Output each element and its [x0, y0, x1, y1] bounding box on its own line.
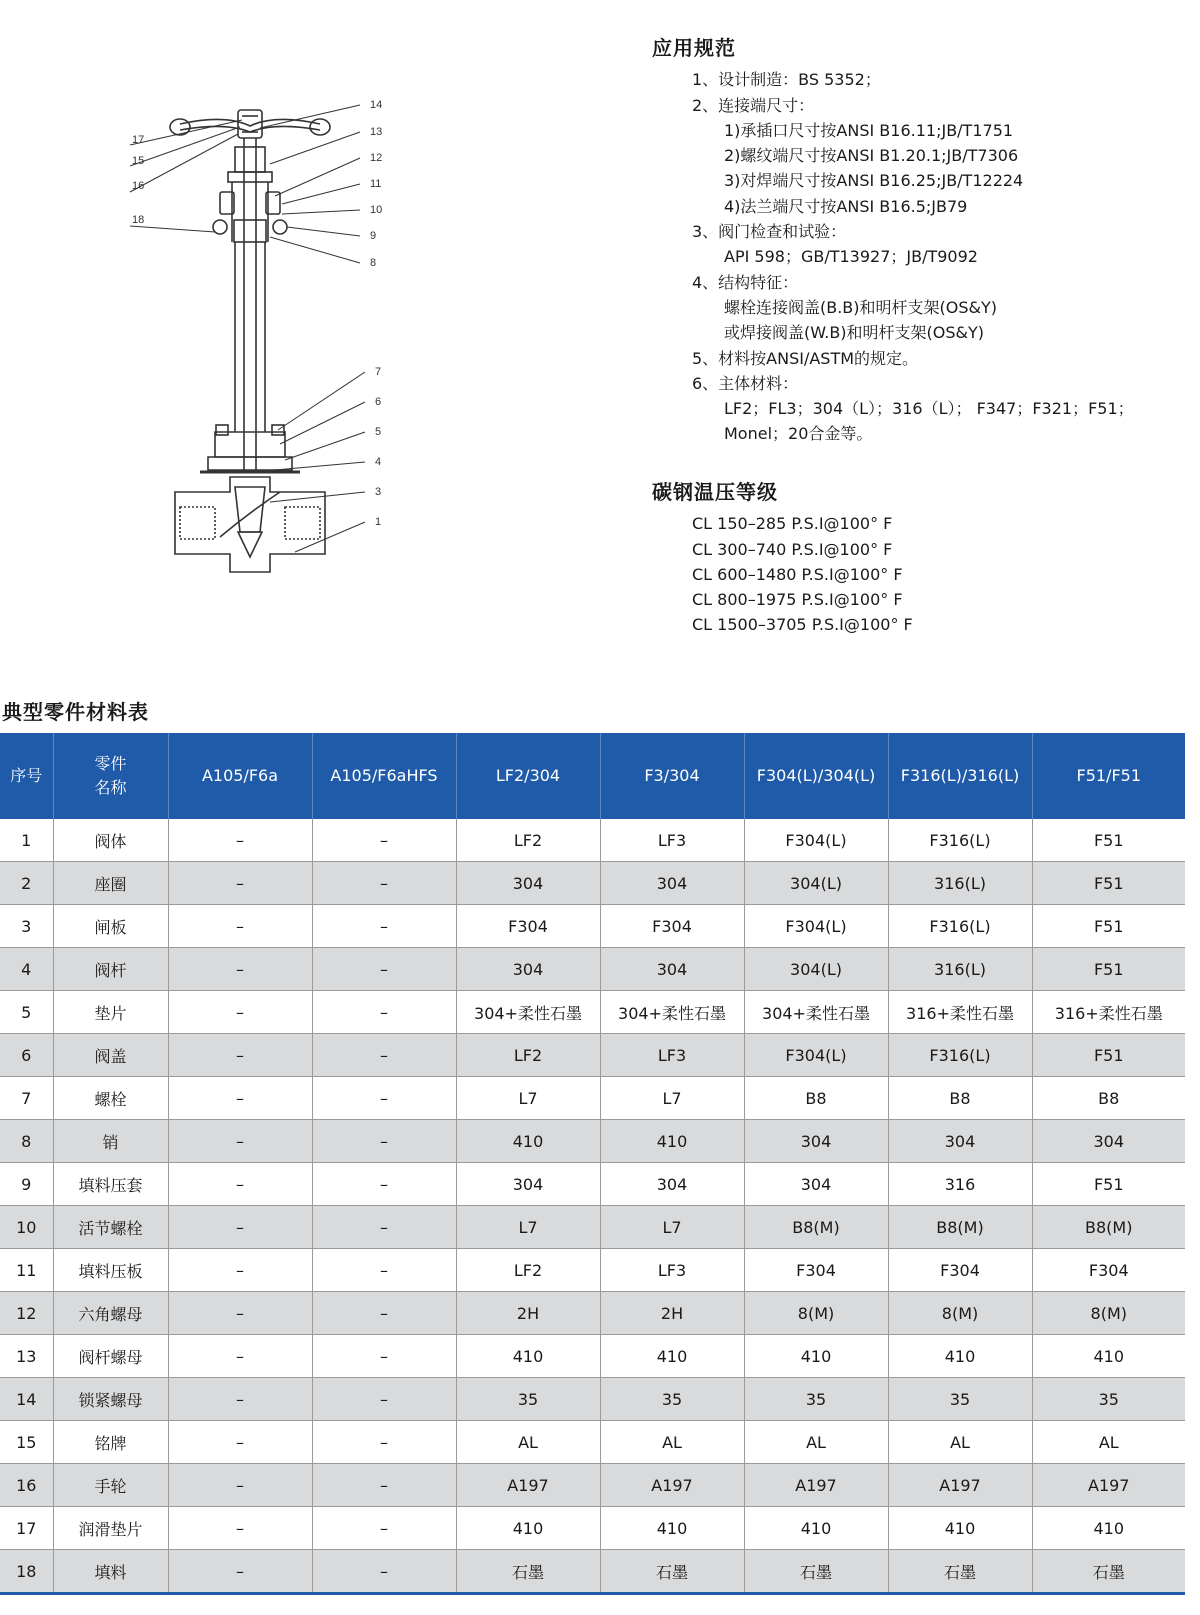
table-cell: – [168, 1120, 312, 1163]
table-cell: – [312, 948, 456, 991]
table-cell: 304 [744, 1120, 888, 1163]
pressure-rating [652, 480, 1192, 638]
table-cell: 410 [600, 1335, 744, 1378]
table-cell: 304 [600, 948, 744, 991]
table-cell: B8(M) [888, 1206, 1032, 1249]
table-row [0, 1507, 1185, 1550]
table-cell: – [312, 1034, 456, 1077]
table-cell: 16 [0, 1464, 53, 1507]
table-cell: B8 [744, 1077, 888, 1120]
spec-item-2-sub-1: 1)承插口尺寸按ANSI B16.11;JB/T1751 [724, 120, 1014, 140]
table-cell: A197 [888, 1464, 1032, 1507]
table-cell: LF2 [456, 1034, 600, 1077]
table-cell: 316+柔性石墨 [888, 991, 1032, 1034]
table-cell: 13 [0, 1335, 53, 1378]
table-cell: A197 [744, 1464, 888, 1507]
table-cell: – [168, 1077, 312, 1120]
callout-13: 13 [370, 126, 383, 138]
table-cell: 316(L) [888, 948, 1032, 991]
table-cell: 垫片 [53, 991, 168, 1034]
callout-4: 4 [375, 456, 382, 468]
callout-1: 1 [375, 516, 382, 528]
table-cell: 35 [888, 1378, 1032, 1421]
table-cell: 填料压套 [53, 1163, 168, 1206]
table-cell: 35 [1032, 1378, 1185, 1421]
table-row [0, 1206, 1185, 1249]
table-cell: – [312, 862, 456, 905]
column-header: A105/F6a [168, 733, 312, 819]
table-row [0, 1163, 1185, 1206]
table-cell: 15 [0, 1421, 53, 1464]
callout-5: 5 [375, 426, 382, 438]
table-cell: 填料压板 [53, 1249, 168, 1292]
table-cell: – [312, 1335, 456, 1378]
yoke-drawing [213, 182, 287, 242]
column-header: A105/F6aHFS [312, 733, 456, 819]
column-header: 序号 [0, 733, 53, 819]
table-cell: F316(L) [888, 905, 1032, 948]
table-cell: F51 [1032, 819, 1185, 862]
callout-16: 16 [132, 180, 145, 192]
table-cell: – [168, 819, 312, 862]
table-cell: – [312, 1421, 456, 1464]
table-cell: – [312, 1378, 456, 1421]
table-cell: 410 [1032, 1507, 1185, 1550]
table-cell: – [168, 948, 312, 991]
spec-item-1: 1、设计制造：BS 5352； [692, 70, 881, 90]
spec-item-3-sub-1: API 598；GB/T13927；JB/T9092 [724, 247, 978, 267]
table-cell: AL [456, 1421, 600, 1464]
valve-section-diagram [120, 92, 420, 602]
column-header: F304(L)/304(L) [744, 733, 888, 819]
table-cell: F51 [1032, 862, 1185, 905]
table-cell: L7 [600, 1077, 744, 1120]
table-cell: 六角螺母 [53, 1292, 168, 1335]
table-cell: 410 [744, 1507, 888, 1550]
table-cell: F51 [1032, 1034, 1185, 1077]
table-row [0, 819, 1185, 862]
table-cell: 35 [744, 1378, 888, 1421]
table-cell: F304 [456, 905, 600, 948]
table-cell: LF2 [456, 1249, 600, 1292]
callout-12: 12 [370, 152, 383, 164]
table-cell: 8(M) [1032, 1292, 1185, 1335]
spec-item-6-sub-2: Monel；20合金等。 [724, 424, 873, 444]
table-cell: L7 [456, 1077, 600, 1120]
column-header: F316(L)/316(L) [888, 733, 1032, 819]
callout-3: 3 [375, 486, 382, 498]
spec-items [692, 67, 1192, 446]
table-cell: 1 [0, 819, 53, 862]
table-cell: F304 [1032, 1249, 1185, 1292]
table-cell: – [168, 1292, 312, 1335]
table-cell: F304 [744, 1249, 888, 1292]
table-cell: 410 [1032, 1335, 1185, 1378]
table-cell: – [168, 1163, 312, 1206]
table-cell: LF3 [600, 819, 744, 862]
table-cell: F304(L) [744, 819, 888, 862]
rating-list [692, 511, 1192, 637]
table-cell: A197 [1032, 1464, 1185, 1507]
table-cell: 316+柔性石墨 [1032, 991, 1185, 1034]
table-cell: 石墨 [744, 1550, 888, 1594]
table-cell: 316 [888, 1163, 1032, 1206]
table-cell: – [168, 1335, 312, 1378]
table-cell: 3 [0, 905, 53, 948]
table-cell: AL [744, 1421, 888, 1464]
table-cell: 304 [600, 862, 744, 905]
rating-title: 碳钢温压等级 [652, 480, 778, 504]
table-cell: 410 [888, 1507, 1032, 1550]
spec-item-2: 2、连接端尺寸： [692, 95, 815, 115]
table-cell: 2H [600, 1292, 744, 1335]
table-cell: – [312, 1120, 456, 1163]
table-cell: F51 [1032, 905, 1185, 948]
table-cell: 304 [600, 1163, 744, 1206]
table-cell: L7 [600, 1206, 744, 1249]
table-cell: 石墨 [456, 1550, 600, 1594]
table-cell: F316(L) [888, 819, 1032, 862]
table-cell: B8(M) [744, 1206, 888, 1249]
table-cell: – [168, 1507, 312, 1550]
application-spec [652, 36, 1192, 447]
table-cell: – [312, 1550, 456, 1594]
table-cell: 304 [456, 862, 600, 905]
table-header [0, 733, 1185, 819]
table-cell: 座圈 [53, 862, 168, 905]
table-cell: LF3 [600, 1249, 744, 1292]
callout-18: 18 [132, 214, 145, 226]
table-cell: – [168, 1249, 312, 1292]
table-row [0, 991, 1185, 1034]
table-cell: 润滑垫片 [53, 1507, 168, 1550]
table-cell: F304(L) [744, 1034, 888, 1077]
table-cell: 17 [0, 1507, 53, 1550]
column-header: F51/F51 [1032, 733, 1185, 819]
table-cell: AL [888, 1421, 1032, 1464]
handwheel-drawing [170, 110, 330, 138]
table-cell: F304 [600, 905, 744, 948]
table-cell: 9 [0, 1163, 53, 1206]
table-cell: – [168, 1550, 312, 1594]
table-cell: 8(M) [888, 1292, 1032, 1335]
table-cell: 7 [0, 1077, 53, 1120]
table-cell: 阀体 [53, 819, 168, 862]
stem-nut-drawing [228, 147, 272, 182]
table-row [0, 1335, 1185, 1378]
spec-item-4-sub-1: 螺栓连接阀盖(B.B)和明杆支架(OS&Y) [724, 297, 998, 317]
table-cell: – [312, 1206, 456, 1249]
table-cell: 石墨 [1032, 1550, 1185, 1594]
materials-table-title: 典型零件材料表 [2, 700, 149, 724]
table-cell: F51 [1032, 948, 1185, 991]
table-cell: 410 [600, 1120, 744, 1163]
table-cell: 8(M) [744, 1292, 888, 1335]
column-header: F3/304 [600, 733, 744, 819]
callout-15: 15 [132, 155, 145, 167]
body-drawing [175, 477, 325, 572]
spec-item-6: 6、主体材料： [692, 373, 799, 393]
table-row [0, 862, 1185, 905]
callout-8: 8 [370, 257, 377, 269]
table-cell: F304(L) [744, 905, 888, 948]
table-cell: 304 [888, 1120, 1032, 1163]
table-cell: 石墨 [888, 1550, 1032, 1594]
spec-item-3: 3、阀门检查和试验： [692, 222, 847, 242]
table-cell: 锁紧螺母 [53, 1378, 168, 1421]
spec-item-2-sub-3: 3)对焊端尺寸按ANSI B16.25;JB/T12224 [724, 171, 1024, 191]
table-cell: 410 [456, 1120, 600, 1163]
table-cell: – [312, 819, 456, 862]
table-cell: 阀杆 [53, 948, 168, 991]
table-cell: 阀盖 [53, 1034, 168, 1077]
table-cell: B8(M) [1032, 1206, 1185, 1249]
table-cell: – [168, 1034, 312, 1077]
table-cell: 活节螺栓 [53, 1206, 168, 1249]
spec-item-4: 4、结构特征： [692, 272, 799, 292]
table-cell: B8 [1032, 1077, 1185, 1120]
table-cell: – [168, 905, 312, 948]
table-row [0, 1421, 1185, 1464]
table-cell: AL [600, 1421, 744, 1464]
table-cell: 304 [456, 1163, 600, 1206]
table-row [0, 1034, 1185, 1077]
table-cell: 8 [0, 1120, 53, 1163]
table-cell: 螺栓 [53, 1077, 168, 1120]
table-row [0, 948, 1185, 991]
spec-item-6-sub-1: LF2；FL3；304（L）；316（L）； F347；F321；F51； [724, 399, 1134, 419]
table-cell: 304 [744, 1163, 888, 1206]
table-cell: – [168, 1464, 312, 1507]
rating-line: CL 300–740 P.S.I@100° F [692, 539, 893, 559]
table-cell: 手轮 [53, 1464, 168, 1507]
column-header: LF2/304 [456, 733, 600, 819]
table-cell: 35 [600, 1378, 744, 1421]
rating-line: CL 1500–3705 P.S.I@100° F [692, 615, 913, 635]
spec-item-5: 5、材料按ANSI/ASTM的规定。 [692, 348, 919, 368]
table-row [0, 905, 1185, 948]
table-body [0, 819, 1185, 1594]
table-cell: 410 [600, 1507, 744, 1550]
table-cell: – [168, 1421, 312, 1464]
table-cell: 6 [0, 1034, 53, 1077]
table-cell: 304(L) [744, 948, 888, 991]
table-cell: 304 [456, 948, 600, 991]
table-cell: 304 [1032, 1120, 1185, 1163]
bonnet-drawing [200, 425, 300, 472]
callout-6: 6 [375, 396, 382, 408]
table-cell: – [312, 1249, 456, 1292]
callout-7: 7 [375, 366, 382, 378]
rating-line: CL 600–1480 P.S.I@100° F [692, 564, 903, 584]
table-cell: 2H [456, 1292, 600, 1335]
table-cell: – [312, 1507, 456, 1550]
table-cell: 410 [744, 1335, 888, 1378]
spec-item-2-sub-2: 2)螺纹端尺寸按ANSI B1.20.1;JB/T7306 [724, 146, 1019, 166]
table-cell: 304+柔性石墨 [456, 991, 600, 1034]
table-cell: B8 [888, 1077, 1032, 1120]
materials-table [0, 733, 1185, 1595]
table-cell: 填料 [53, 1550, 168, 1594]
table-cell: 304+柔性石墨 [600, 991, 744, 1034]
table-cell: 2 [0, 862, 53, 905]
table-cell: LF3 [600, 1034, 744, 1077]
callout-14: 14 [370, 99, 383, 111]
callout-17: 17 [132, 134, 145, 146]
table-cell: A197 [456, 1464, 600, 1507]
spec-title: 应用规范 [652, 36, 736, 60]
table-cell: F304 [888, 1249, 1032, 1292]
table-row [0, 1249, 1185, 1292]
table-cell: 304+柔性石墨 [744, 991, 888, 1034]
table-cell: 316(L) [888, 862, 1032, 905]
table-cell: 304(L) [744, 862, 888, 905]
table-cell: – [168, 1206, 312, 1249]
table-cell: 铭牌 [53, 1421, 168, 1464]
table-cell: 10 [0, 1206, 53, 1249]
spec-item-4-sub-2: 或焊接阀盖(W.B)和明杆支架(OS&Y) [724, 323, 985, 343]
table-cell: 18 [0, 1550, 53, 1594]
callout-10: 10 [370, 204, 383, 216]
table-cell: 410 [456, 1335, 600, 1378]
table-cell: 35 [456, 1378, 600, 1421]
rating-line: CL 150–285 P.S.I@100° F [692, 514, 893, 534]
table-cell: L7 [456, 1206, 600, 1249]
table-cell: 销 [53, 1120, 168, 1163]
table-cell: 石墨 [600, 1550, 744, 1594]
table-cell: – [168, 862, 312, 905]
stem-drawing [235, 138, 265, 472]
table-cell: – [168, 1378, 312, 1421]
table-row [0, 1378, 1185, 1421]
column-header: 零件 名称 [53, 733, 168, 819]
table-cell: 12 [0, 1292, 53, 1335]
rating-line: CL 800–1975 P.S.I@100° F [692, 590, 903, 610]
table-cell: 410 [456, 1507, 600, 1550]
table-cell: 阀杆螺母 [53, 1335, 168, 1378]
table-cell: 14 [0, 1378, 53, 1421]
callout-11: 11 [370, 178, 382, 190]
table-cell: 11 [0, 1249, 53, 1292]
table-cell: – [312, 1077, 456, 1120]
table-cell: – [168, 991, 312, 1034]
table-row [0, 1464, 1185, 1507]
table-cell: AL [1032, 1421, 1185, 1464]
table-row [0, 1120, 1185, 1163]
table-cell: 4 [0, 948, 53, 991]
spec-item-2-sub-4: 4)法兰端尺寸按ANSI B16.5;JB79 [724, 196, 968, 216]
table-cell: – [312, 1292, 456, 1335]
table-cell: F51 [1032, 1163, 1185, 1206]
table-cell: – [312, 1163, 456, 1206]
table-cell: – [312, 1464, 456, 1507]
table-cell: 5 [0, 991, 53, 1034]
table-cell: – [312, 991, 456, 1034]
table-cell: 闸板 [53, 905, 168, 948]
table-cell: – [312, 905, 456, 948]
table-cell: 410 [888, 1335, 1032, 1378]
table-cell: F316(L) [888, 1034, 1032, 1077]
table-row [0, 1550, 1185, 1594]
table-cell: LF2 [456, 819, 600, 862]
callout-9: 9 [370, 230, 377, 242]
table-row [0, 1292, 1185, 1335]
table-cell: A197 [600, 1464, 744, 1507]
table-row [0, 1077, 1185, 1120]
